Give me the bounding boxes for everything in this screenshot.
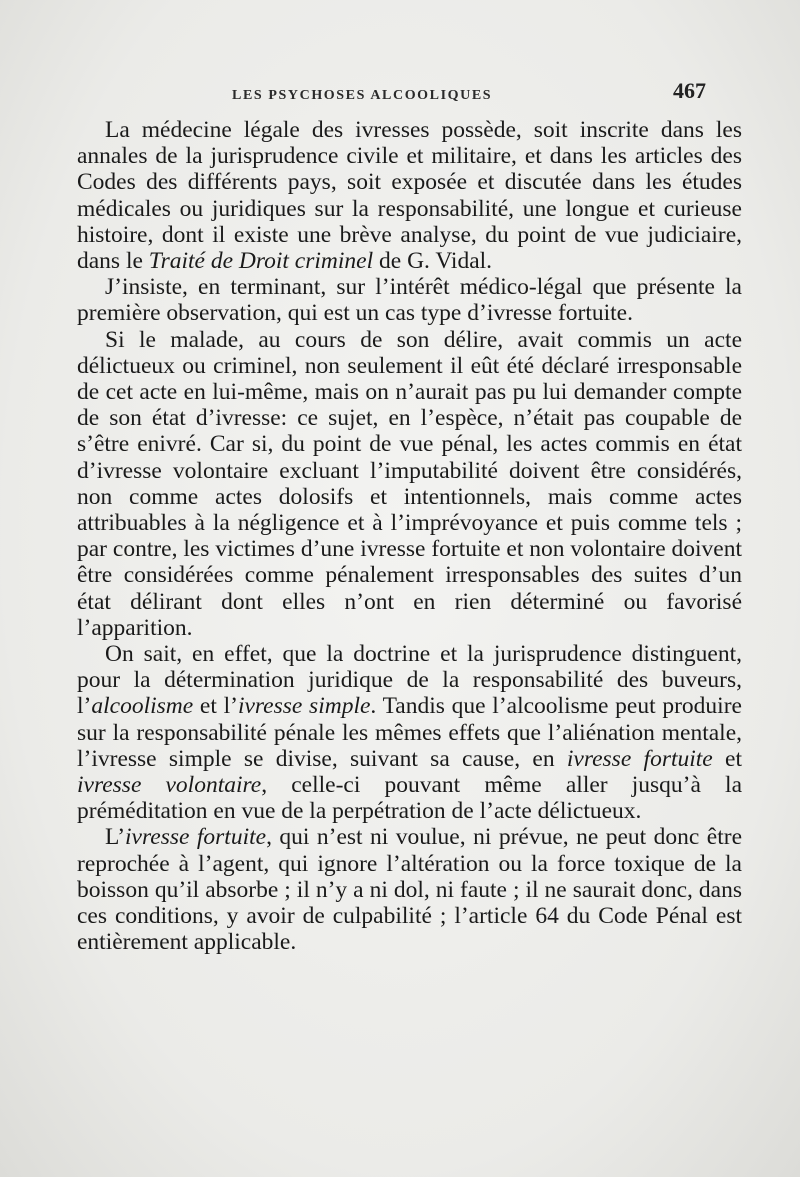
- paragraph: [77, 824, 742, 955]
- text-run: La médecine légale des ivresses possède, soit inscrite dans les annales de la jurisprudence civile et militaire, et dans les articles des Codes des différents pays, soit exposée et discutée dans les études médicales ou juridiques sur la responsabilité, une longue et curieuse histoire, dont il existe une brève analyse, du point de vue judiciaire, dans le: [77, 117, 742, 275]
- page-number: 467: [673, 78, 706, 103]
- text-run: . Tandis que l’alcoolisme peut produire sur la responsabilité pénale les mêmes effets que l’aliénation mentale, l’ivresse simple se divise, suivant sa cause, en: [77, 693, 742, 772]
- text-run: , qui n’est ni voulue, ni prévue, ne peut donc être reprochée à l’agent, qui ignore l’altération ou la force toxique de la boisson qu’il absorbe ; il n’y a ni dol, ni faute ; il ne saurait donc, dans ces conditions, y avoir de culpabilité ; l’article 64 du Code Pénal est entièrement applicable.: [77, 824, 743, 956]
- italic-text-run: ivresse fortuite: [566, 745, 713, 772]
- italic-text-run: alcoolisme: [91, 693, 194, 720]
- text-run: et: [712, 745, 742, 772]
- text-run: L’: [105, 824, 126, 851]
- text-run: de G. Vidal.: [373, 248, 493, 275]
- running-head: LES PSYCHOSES ALCOOLIQUES: [232, 88, 493, 103]
- text-run: et l’: [193, 693, 238, 720]
- text-run: J’insiste, en terminant, sur l’intérêt médico-légal que présente la première observation, qui est un cas type d’ivresse fortuite.: [77, 274, 742, 327]
- paragraph: [77, 274, 742, 326]
- italic-text-run: ivresse volontaire: [77, 772, 262, 799]
- paragraph: [77, 327, 742, 641]
- page-body: [77, 117, 742, 956]
- text-run: , celle-ci pouvant même aller jusqu’à la préméditation en vue de la perpétration de l’acte délictueux.: [77, 772, 742, 825]
- text-run: Si le malade, au cours de son délire, avait commis un acte délictueux ou criminel, non seulement il eût été déclaré irresponsable de cet acte en lui-même, mais on n’aurait pas pu lui demander compte de son état d’ivresse: ce sujet, en l’espèce, n’était pas coupable de s’être enivré. Car si, du point de vue pénal, les actes commis en état d’ivresse volontaire excluant l’imputabilité doivent être considérés, non comme actes dolosifs et intentionnels, mais comme actes attribuables à la négligence et à l’imprévoyance et puis comme tels ; par contre, les victimes d’une ivresse fortuite et non volontaire doivent être considérées comme pénalement irresponsables des suites d’un état délirant dont elles n’ont en rien déterminé ou favorisé l’apparition.: [77, 326, 742, 641]
- italic-text-run: ivresse simple: [237, 693, 371, 720]
- paragraph: [77, 117, 742, 274]
- italic-text-run: Traité de Droit criminel: [148, 248, 374, 275]
- text-run: On sait, en effet, que la doctrine et la jurisprudence distinguent, pour la détermination juridique de la responsabilité des buveurs, l’: [77, 641, 742, 720]
- paragraph: [77, 641, 742, 824]
- page-header: [0, 78, 800, 108]
- italic-text-run: ivresse fortuite: [125, 824, 267, 851]
